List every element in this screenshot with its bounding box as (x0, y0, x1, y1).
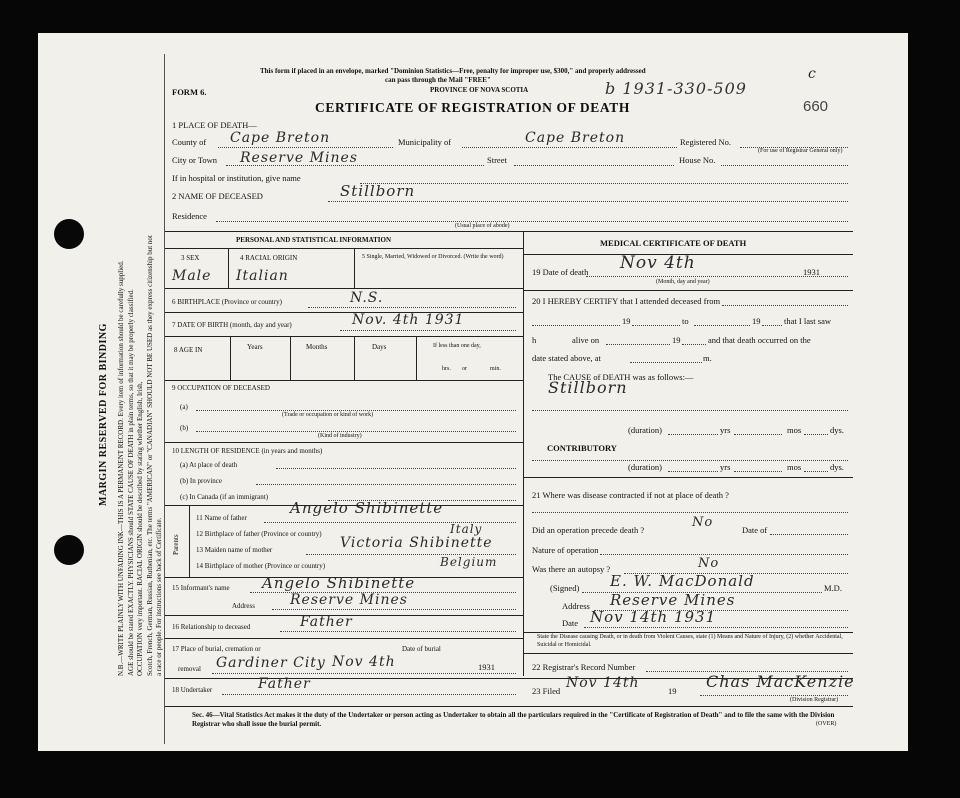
certify-label: 20 I HEREBY CERTIFY that I attended deceased from (532, 296, 721, 306)
line (532, 460, 848, 461)
filed-19: 19 (668, 686, 677, 696)
certify-19b: 19 (752, 316, 761, 326)
racial-origin-label: 4 RACIAL ORIGIN (240, 254, 298, 262)
city-label: City or Town (172, 155, 218, 165)
filed-label: 23 Filed (532, 686, 561, 696)
hospital-label: If in hospital or institution, give name (172, 173, 301, 183)
line (165, 442, 523, 443)
date-death-label: 19 Date of death (532, 267, 589, 277)
house-line (721, 165, 848, 166)
county-label: County of (172, 137, 207, 147)
birthplace-label: 6 BIRTHPLACE (Province or country) (172, 298, 283, 306)
line (700, 695, 848, 696)
line (290, 336, 291, 380)
relationship-value: Father (300, 614, 353, 630)
death-occurred-label: and that death occurred on the (708, 335, 811, 345)
line (770, 534, 848, 535)
postal-note-cont: can pass through the Mail "FREE" (385, 76, 491, 84)
cause-value: Stillborn (548, 378, 628, 397)
racial-origin-value: Italian (236, 268, 289, 284)
personal-header: PERSONAL AND STATISTICAL INFORMATION (236, 236, 392, 244)
line (354, 248, 355, 288)
father-name-label: 11 Name of father (196, 514, 247, 522)
burial-label: 17 Place of burial, cremation or (172, 645, 261, 653)
physician-signature: E. W. MacDonald (610, 572, 755, 590)
birthplace-value: N.S. (350, 290, 384, 306)
over-note: (OVER) (816, 721, 837, 727)
usual-abode-note: (Usual place of abode) (455, 223, 510, 229)
operation-value: No (692, 515, 714, 530)
relationship-label: 16 Relationship to deceased (172, 623, 251, 631)
line (230, 336, 231, 380)
registered-no-label: Registered No. (680, 137, 731, 147)
res-a-label: (a) At place of death (180, 461, 238, 469)
street-label: Street (487, 155, 507, 165)
house-label: House No. (679, 155, 716, 165)
registrar-record-label: 22 Registrar's Record Number (532, 662, 636, 672)
line (668, 434, 718, 435)
med-address-label: Address (562, 601, 590, 611)
city-value: Reserve Mines (240, 150, 358, 166)
death-date-value: Nov 4th (620, 253, 696, 273)
dob-label: 7 DATE OF BIRTH (month, day and year) (172, 321, 292, 329)
medical-header: MEDICAL CERTIFICATE OF DEATH (600, 238, 747, 248)
min-label: min. (490, 366, 501, 372)
operation-label: Did an operation precede death ? (532, 525, 645, 535)
street-line (514, 165, 674, 166)
last-saw-label: that I last saw (784, 316, 831, 326)
contributory-label: CONTRIBUTORY (547, 443, 617, 453)
line (606, 344, 670, 345)
med-date-label: Date (562, 618, 579, 628)
occupation-a-label: (a) (180, 403, 188, 411)
dob-value: Nov. 4th 1931 (352, 312, 465, 328)
margin-line (164, 54, 165, 744)
hospital-line (360, 183, 848, 184)
sex-value: Male (172, 268, 212, 284)
line (630, 362, 702, 363)
line (222, 694, 516, 695)
line (354, 336, 355, 380)
division-registrar-note: (Division Registrar) (790, 697, 839, 703)
burial-date-value: Nov 4th (332, 654, 396, 670)
burial-date-label: Date of burial (402, 645, 441, 653)
province-label: PROVINCE OF NOVA SCOTIA (430, 86, 529, 94)
stamp-number: 660 (803, 98, 829, 115)
line (228, 248, 229, 288)
line (272, 609, 516, 610)
municipality-label: Municipality of (398, 137, 452, 147)
contracted-label: 21 Where was disease contracted if not at place of death ? (532, 490, 729, 500)
line (722, 305, 848, 306)
binding-hole-bottom (54, 535, 84, 565)
line (804, 471, 828, 472)
line (668, 471, 718, 472)
mother-birthplace-value: Belgium (440, 555, 498, 569)
trade-note: (Trade or occupation or kind of work) (282, 412, 374, 418)
binding-margin-label: MARGIN RESERVED FOR BINDING (98, 323, 109, 506)
death-year: 1931 (803, 267, 820, 277)
res-b-label: (b) In province (180, 477, 222, 485)
informant-value: Angelo Shibinette (262, 574, 416, 592)
to-label: to (682, 316, 689, 326)
deceased-name-value: Stillborn (340, 182, 416, 200)
occupation-label: 9 OCCUPATION OF DECEASED (172, 384, 270, 392)
month-day-year-note: (Month, day and year) (656, 279, 710, 285)
mother-birthplace-label: 14 Birthplace of mother (Province or country) (196, 562, 326, 570)
line (416, 336, 417, 380)
age-label: 8 AGE IN (174, 346, 203, 354)
county-value: Cape Breton (230, 130, 331, 146)
months-label: Months (306, 343, 328, 351)
line (165, 706, 853, 707)
industry-note: (Kind of industry) (318, 433, 362, 439)
certify-19c: 19 (672, 335, 681, 345)
dys-label: dys. (830, 425, 844, 435)
form-number: FORM 6. (172, 87, 207, 97)
line (532, 325, 620, 326)
autopsy-label: Was there an autopsy ? (532, 564, 611, 574)
line (523, 632, 853, 633)
mother-name-value: Victoria Shibinette (340, 535, 493, 551)
place-of-death-label: 1 PLACE OF DEATH— (172, 120, 257, 130)
line (165, 380, 523, 381)
registrar-use-note: (For use of Registrar General only) (758, 148, 843, 154)
md-label: M.D. (824, 583, 842, 593)
line (212, 673, 516, 674)
line (308, 307, 516, 308)
municipality-value: Cape Breton (525, 130, 626, 146)
yrs-label: yrs (720, 425, 731, 435)
line (165, 248, 523, 249)
line (584, 627, 848, 628)
filed-date-value: Nov 14th (566, 675, 640, 691)
line (804, 434, 828, 435)
or-label: or (462, 366, 467, 372)
line (165, 638, 523, 639)
corner-mark: c (808, 66, 817, 82)
line (532, 512, 848, 513)
line (165, 336, 523, 337)
residence-label: Residence (172, 211, 207, 221)
father-birthplace-value: Italy (450, 522, 483, 536)
violent-causes-note: State the Disease causing Death, or in death from Violent Causes, state (1) Means and Nature of Injury, (2) whether Accidental, Suicidal or Homicidal. (537, 634, 843, 648)
parents-label: Parents (172, 534, 180, 555)
yrs-label-2: yrs (720, 462, 731, 472)
date-stated-label: date stated above, at (532, 353, 601, 363)
mos-label-2: mos (787, 462, 802, 472)
reference-number: b 1931-330-509 (605, 79, 747, 98)
marital-label: 5 Single, Married, Widowed or Divorced. (Write the word) (362, 254, 504, 260)
line (196, 410, 516, 411)
less-than-day-label: If less than one day, (433, 343, 481, 349)
informant-label: 15 Informant's name (172, 584, 230, 592)
informant-address-value: Reserve Mines (290, 592, 408, 608)
burial-place-value: Gardiner City (216, 655, 326, 671)
line (734, 471, 782, 472)
undertaker-value: Father (258, 676, 311, 692)
undertaker-label: 18 Undertaker (172, 686, 213, 694)
municipality-line (462, 147, 677, 148)
hrs-label: hrs. (442, 366, 451, 372)
line (523, 477, 853, 478)
autopsy-value: No (698, 556, 720, 571)
removal-label: removal (178, 665, 201, 673)
dys-label-2: dys. (830, 462, 844, 472)
days-label: Days (372, 343, 387, 351)
line (762, 325, 782, 326)
line (600, 554, 848, 555)
margin-instructions: N.B.—WRITE PLAINLY WITH UNFADING INK—THIS IS A PERMANENT RECORD. Every item of information should be carefully supplied. AGE should be stated EXACTLY. PHYSICIANS should STATE CAUSE OF DEATH in plain terms, so that it may be properly classified. OCCUPATION very important. RACIAL ORIGIN should be described by stating whether English, Irish, Scotch, French, German, Russian, Ruthenian, etc. The terms "AMERICAN" or "CANADIAN" SHOULD NOT BE USED as they express citizenship but not a race or people. For instructions see back of Certificate. (117, 235, 163, 676)
line (682, 344, 706, 345)
line (276, 468, 516, 469)
med-date-value: Nov 14th 1931 (590, 608, 717, 626)
res-c-label: (c) In Canada (if an immigrant) (180, 493, 269, 501)
line (632, 325, 680, 326)
postal-note: This form if placed in an envelope, marked "Dominion Statistics—Free, penalty for improper use, $300," and properly addressed (260, 67, 646, 75)
line (694, 325, 750, 326)
line (340, 330, 516, 331)
m-label: m. (703, 353, 712, 363)
line (523, 290, 853, 291)
name-line (328, 201, 848, 202)
line (165, 312, 523, 313)
line (165, 288, 523, 289)
county-line (218, 147, 393, 148)
occupation-b-label: (b) (180, 424, 189, 432)
line (280, 631, 516, 632)
mother-maiden-label: 13 Maiden name of mother (196, 546, 273, 554)
center-divider (523, 231, 524, 676)
line (734, 434, 782, 435)
father-birthplace-label: 12 Birthplace of father (Province or country) (196, 530, 322, 538)
binding-hole-top (54, 219, 84, 249)
h-label: h (532, 335, 537, 345)
page-title: CERTIFICATE OF REGISTRATION OF DEATH (315, 100, 630, 115)
signed-label: (Signed) (550, 583, 580, 593)
nature-operation-label: Nature of operation (532, 545, 599, 555)
duration-label-2: (duration) (628, 462, 662, 472)
line (189, 505, 190, 577)
line (196, 431, 516, 432)
cause-label: The CAUSE of DEATH was as follows:— (548, 372, 694, 382)
length-residence-label: 10 LENGTH OF RESIDENCE (in years and months) (172, 447, 323, 455)
father-name-value: Angelo Shibinette (290, 499, 444, 517)
name-deceased-label: 2 NAME OF DECEASED (172, 191, 263, 201)
sex-label: 3 SEX (181, 254, 200, 262)
alive-on-label: alive on (572, 335, 600, 345)
line (523, 653, 853, 654)
mos-label: mos (787, 425, 802, 435)
line (532, 410, 848, 411)
burial-year: 1931 (478, 662, 495, 672)
line (256, 484, 516, 485)
certify-19a: 19 (622, 316, 631, 326)
med-address-value: Reserve Mines (610, 591, 736, 609)
date-of-label: Date of (742, 525, 768, 535)
informant-address-label: Address (232, 602, 255, 610)
residence-line (216, 221, 848, 222)
footer-note: Sec. 46—Vital Statistics Act makes it the duty of the Undertaker or person acting as Undertaker to obtain all the particulars required in the "Certificate of Registration of Death" and to file the same with the Division Registrar who shall issue the burial permit. (192, 711, 835, 728)
registrar-signature: Chas MacKenzie (706, 672, 855, 691)
grid-top (165, 231, 853, 232)
duration-label: (duration) (628, 425, 662, 435)
years-label: Years (247, 343, 263, 351)
